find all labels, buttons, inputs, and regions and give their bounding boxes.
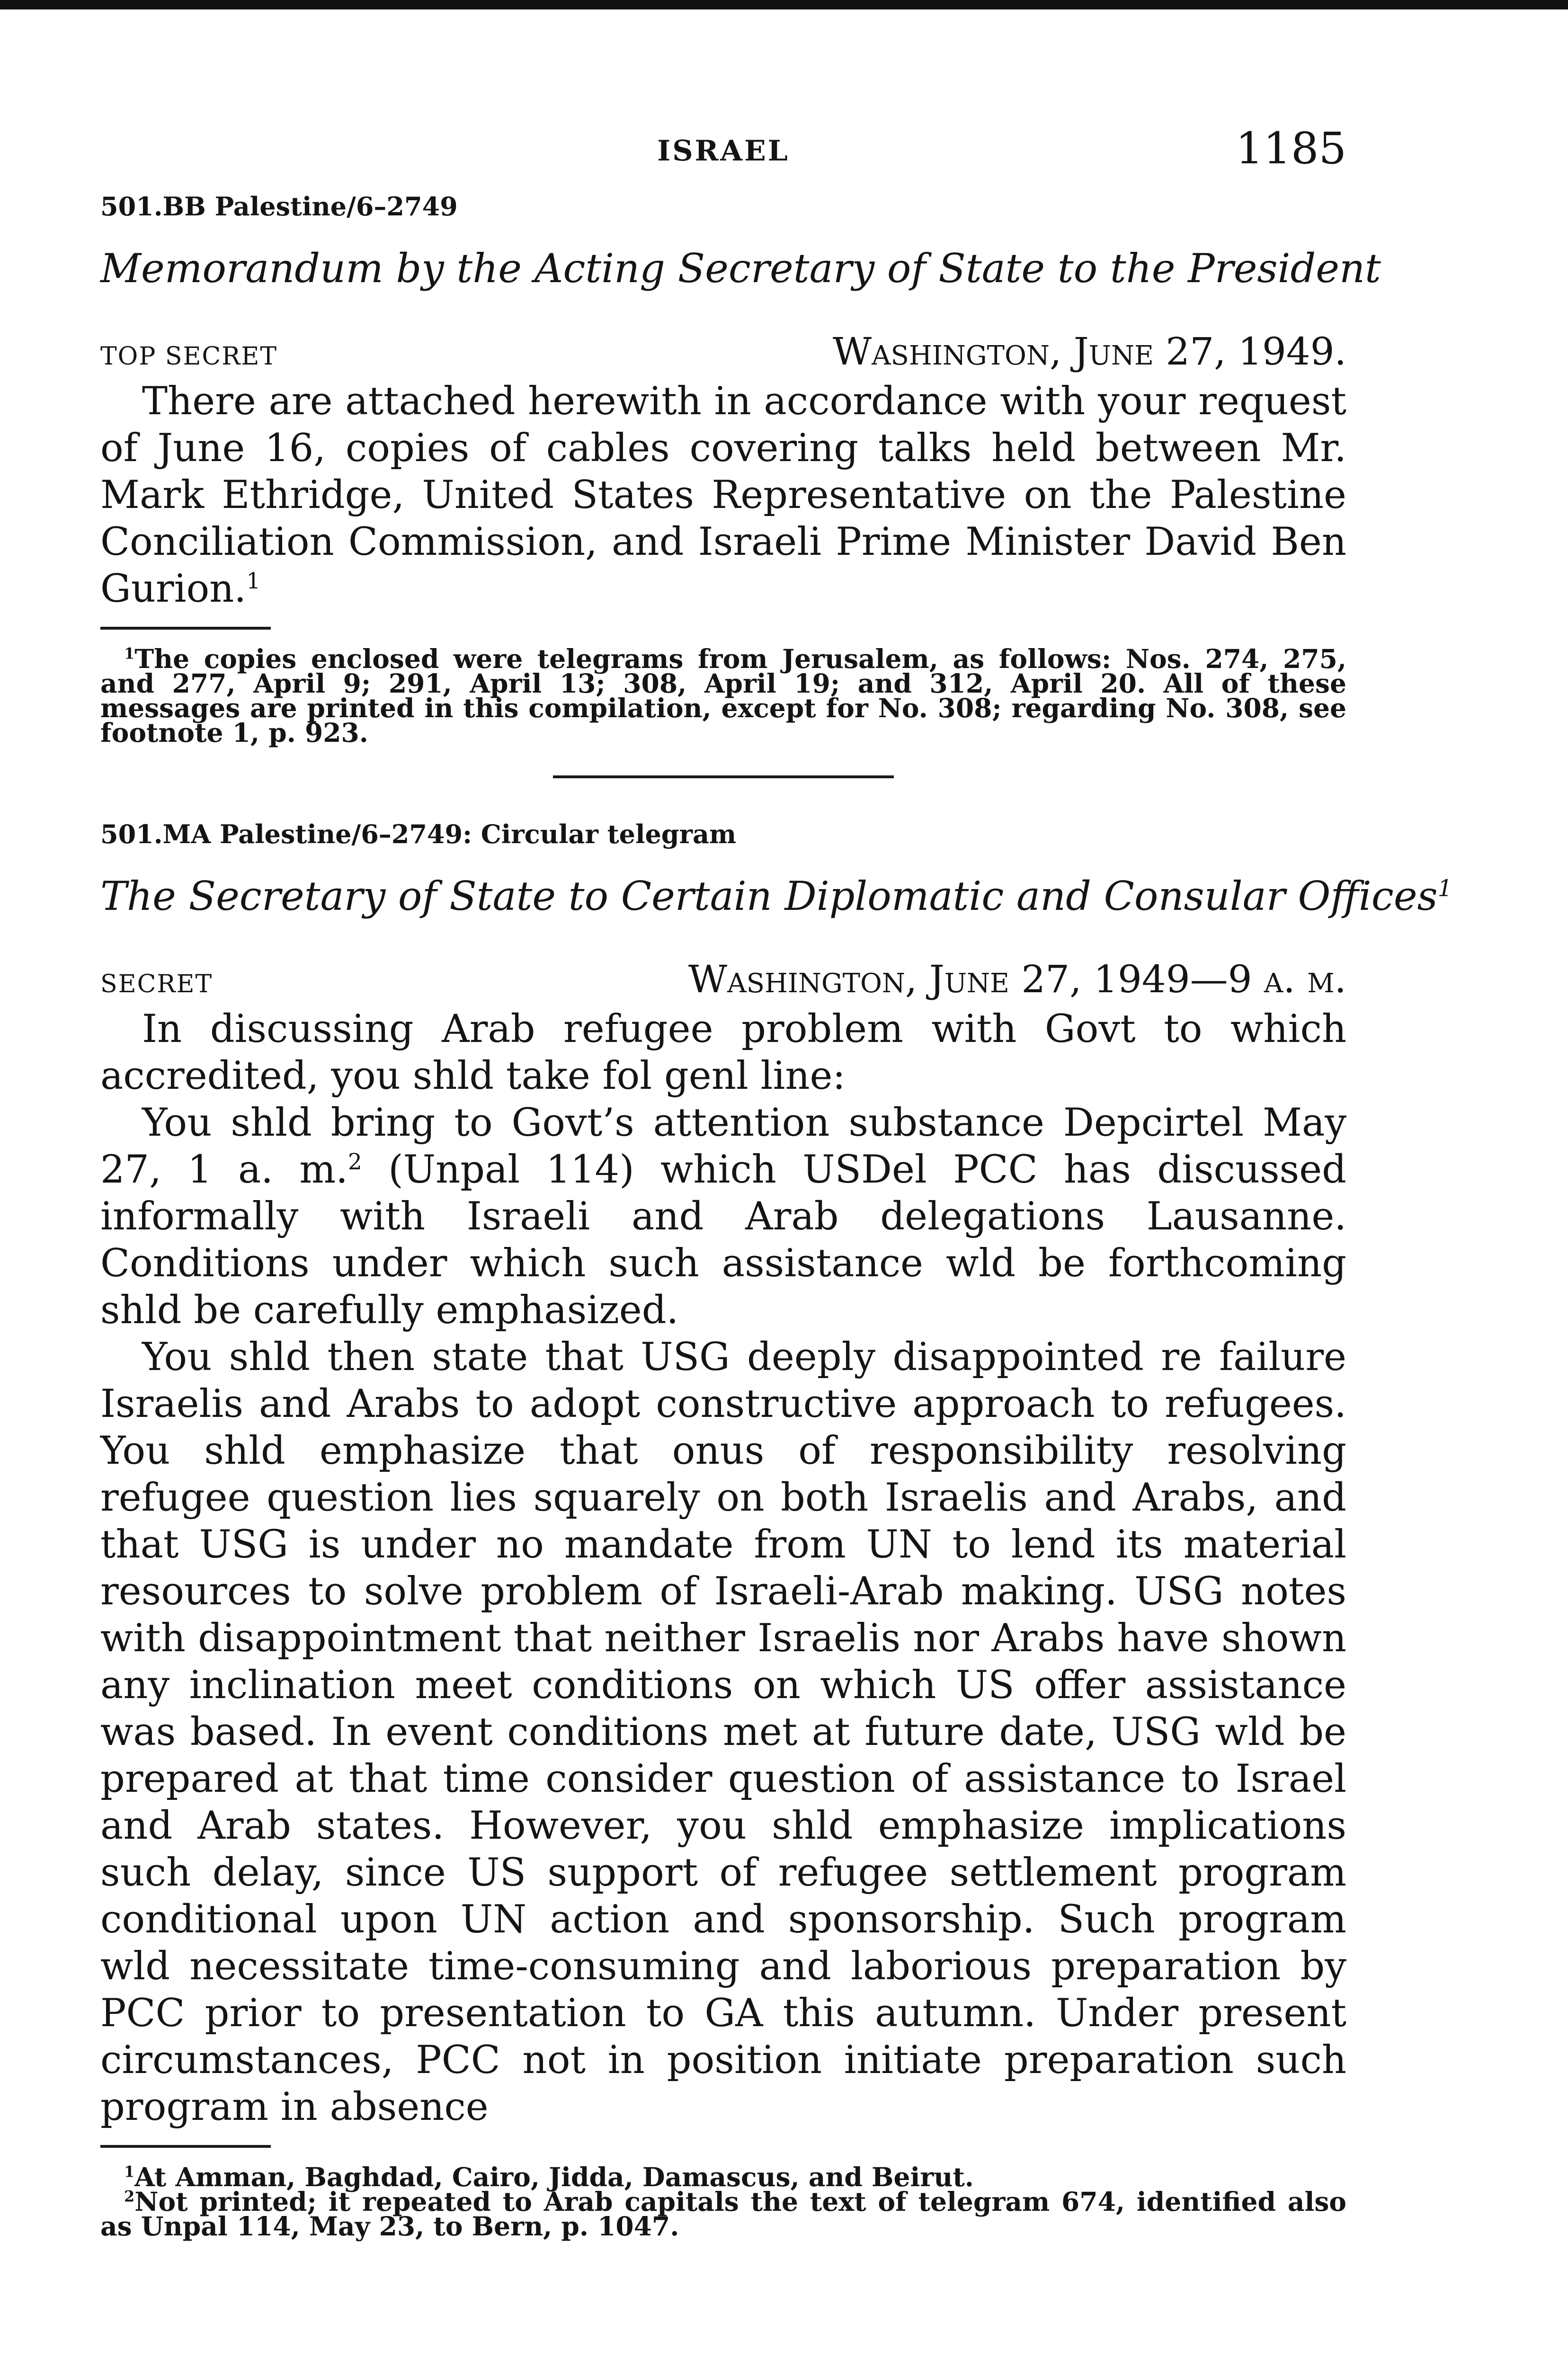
body-paragraph: You shld then state that USG deeply disappointed re failure Israelis and Arabs to adopt constructive approach to refugees. You shld emphasize that onus of responsibility resolving refugee question lies squarely on both Israelis and Arabs, and that USG is under no mandate from UN to lend its material resources to solve problem of Israeli-Arab making. USG notes with disappointment that neither Israelis nor Arabs have shown any inclination meet conditions on which US offer assistance was based. In event conditions met at future date, USG wld be prepared at that time consider question of assistance to Israel and Arab states. However, you shld emphasize implications such delay, since US support of refugee settlement program conditional upon UN action and sponsorship. Such program wld necessitate time-consuming and laborious preparation by PCC prior to presentation to GA this autumn. Under present circumstances, PCC not in position initiate preparation such program in absence	[100, 1335, 1346, 2129]
file-reference: 501.MA Palestine/6–2749: Circular telegram	[100, 819, 737, 849]
document-title	[100, 873, 1452, 919]
footnote-rule	[100, 627, 271, 630]
footnote-mark: 1	[124, 2162, 135, 2181]
footnote-text: The copies enclosed were telegrams from Jerusalem, as follows: Nos. 274, 275, and 277, April 9; 291, April 13; 308, April 19; and 312, April 20. All of these messages are printed in this compilation, except for No. 308; regarding No. 308, see footnote 1, p. 923.	[100, 643, 1346, 748]
paragraph-text: You shld bring to Govt’s attention substance Depcirtel May 27, 1 a. m.	[100, 1101, 1346, 1192]
footnote-mark: 2	[124, 2187, 135, 2206]
footnote-rule	[100, 2145, 271, 2148]
running-head-title: ISRAEL	[657, 134, 790, 168]
paragraph-text: (Unpal 114) which USDel PCC has discussed informally with Israeli and Arab delegations Lausanne. Conditions under which such assistance wld be forthcoming shld be carefully emphasized.	[100, 1148, 1346, 1333]
circular-telegram-section	[100, 819, 1452, 2242]
paragraph-text: There are attached herewith in accordance with your request of June 16, copies of cables covering talks held between Mr. Mark Ethridge, United States Representative on the Palestine Conciliation Commission, and Israeli Prime Minister David Ben Gurion.	[100, 379, 1346, 611]
document-page	[100, 117, 1452, 2242]
body-paragraph: In discussing Arab refugee problem with Govt to which accredited, you shld take fol genl line:	[100, 1007, 1346, 1098]
dateline-row	[100, 329, 1346, 374]
body-paragraph	[100, 378, 1346, 613]
dateline: Washington, June 27, 1949.	[832, 329, 1346, 374]
footnote	[100, 643, 1346, 748]
document-title: Memorandum by the Acting Secretary of State to the President	[100, 245, 1381, 292]
footnote-reference: 1	[1437, 875, 1452, 902]
running-head	[100, 117, 1346, 184]
document-title-text: The Secretary of State to Certain Diplomatic and Consular Offices	[100, 873, 1438, 919]
footnote-text: At Amman, Baghdad, Cairo, Jidda, Damascus, and Beirut.	[134, 2162, 974, 2192]
classification-label: TOP SECRET	[100, 342, 277, 371]
dateline: Washington, June 27, 1949—9 a. m.	[688, 957, 1346, 1001]
footnote-reference: 1	[246, 568, 261, 594]
footnote	[100, 2186, 1346, 2242]
body-paragraph	[100, 1100, 1346, 1334]
page-top-border	[0, 0, 1568, 9]
footnote-mark: 1	[124, 644, 135, 663]
classification-label: SECRET	[100, 970, 213, 998]
dateline-row	[100, 957, 1346, 1001]
file-reference: 501.BB Palestine/6–2749	[100, 191, 458, 222]
footnote-text: Not printed; it repeated to Arab capitals the text of telegram 674, identified also as Unpal 114, May 23, to Bern, p. 1047.	[100, 2186, 1346, 2242]
page-number: 1185	[1235, 123, 1346, 174]
footnote-reference: 2	[347, 1149, 362, 1175]
memorandum-section	[100, 191, 1381, 778]
